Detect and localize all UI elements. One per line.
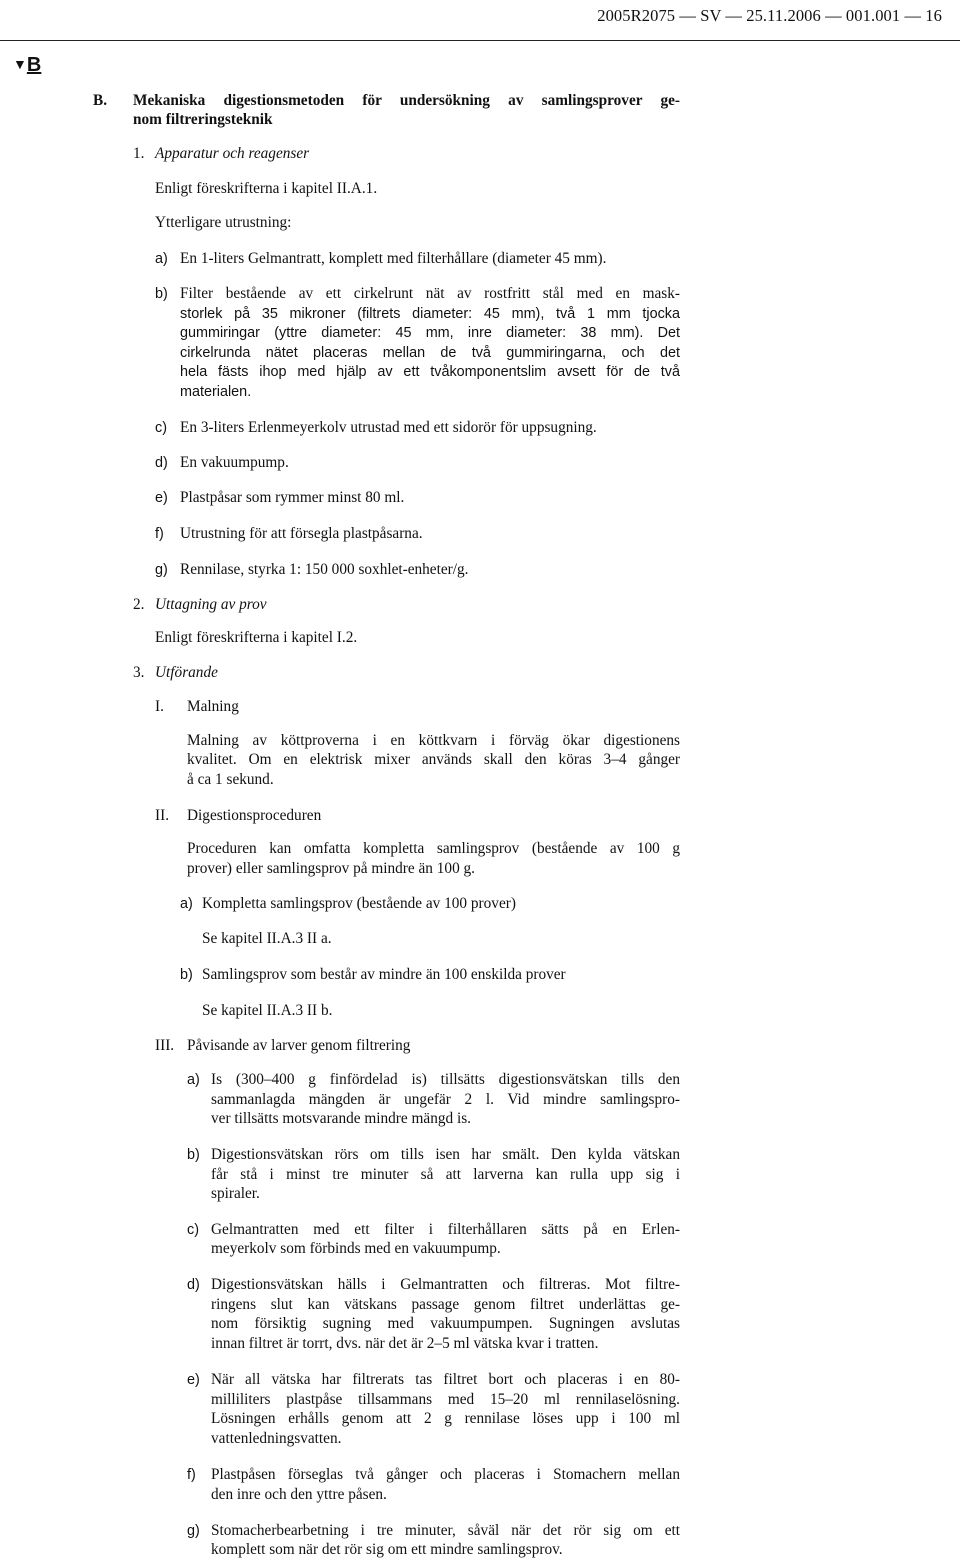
step-c-line-1: Gelmantratten med ett filter i filterhållaren sätts på en Erlen-: [211, 1221, 680, 1238]
step-e-line-1: När all vätska har filtrerats tas filtret bort och placeras i en 80-: [211, 1371, 680, 1388]
section-2-title: Uttagning av prov: [155, 596, 267, 613]
step-b-label: b): [187, 1147, 200, 1163]
item-e-label: e): [155, 490, 168, 506]
step-d-line-1: Digestionsvätskan hälls i Gelmantratten och filtreras. Mot filtre-: [211, 1276, 680, 1293]
step-d-label: d): [187, 1277, 200, 1293]
item-b-line-3: gummiringar (yttre diameter: 45 mm, inre diameter: 38 mm). Det: [180, 325, 680, 341]
step-d-line-3: nom försiktig sugning med vakuumpumpen. Sugningen avslutas: [211, 1315, 680, 1332]
step-a-line-2: sammanlagda mängden är ungefär 2 l. Vid mindre samlingspro-: [211, 1091, 680, 1108]
subsection-II-number: II.: [155, 807, 170, 824]
subsection-II-line-2: prover) eller samlingsprov på mindre än 100 g.: [187, 860, 476, 877]
step-f-label: f): [187, 1467, 196, 1483]
step-a-label: a): [187, 1072, 200, 1088]
page-header: [0, 0, 960, 41]
subsection-III-number: III.: [155, 1037, 175, 1054]
step-g-line-1: Stomacherbearbetning i tre minuter, såväl när det rör sig om ett: [211, 1522, 680, 1539]
subsection-I-line-1: Malning av köttproverna i en köttkvarn i förväg ökar digestionens: [187, 732, 680, 749]
item-d-label: d): [155, 455, 168, 471]
subsection-I-line-3: å ca 1 sekund.: [187, 771, 274, 788]
item-d-text: En vakuumpump.: [180, 454, 289, 471]
marker-label: B: [26, 54, 42, 76]
step-g-line-2: komplett som när det rör sig om ett mindre samlingsprov.: [211, 1541, 563, 1558]
item-a-text: En 1-liters Gelmantratt, komplett med filterhållare (diameter 45 mm).: [180, 250, 607, 267]
subsection-I-line-2: kvalitet. Om en elektrisk mixer används skall den köras 3–4 gånger: [187, 751, 680, 768]
item-c-label: c): [155, 420, 167, 436]
step-d-line-2: ringens slut kan vätskans passage genom filtret underlättas ge-: [211, 1296, 680, 1313]
item-b-line-1: Filter bestående av ett cirkelrunt nät av rostfritt stål med en mask-: [180, 285, 680, 302]
section-2-number: 2.: [133, 596, 145, 613]
step-g-label: g): [187, 1523, 200, 1539]
subsection-II-a-text: Kompletta samlingsprov (bestående av 100 prover): [202, 895, 516, 912]
triangle-down-icon: ▼: [13, 56, 27, 72]
subsection-II-line-1: Proceduren kan omfatta kompletta samlingsprov (bestående av 100 g: [187, 840, 680, 857]
subsection-III-title: Påvisande av larver genom filtrering: [187, 1037, 411, 1054]
section-b-title-line-1: Mekaniska digestionsmetoden för undersökning av samlingsprover ge-: [133, 92, 680, 109]
section-3-number: 3.: [133, 664, 145, 681]
step-a-line-1: Is (300–400 g finfördelad is) tillsätts digestionsvätskan tills den: [211, 1071, 680, 1088]
item-c-text: En 3-liters Erlenmeyerkolv utrustad med ett sidorör för uppsugning.: [180, 419, 597, 436]
item-b-label: b): [155, 286, 168, 302]
step-b-line-1: Digestionsvätskan rörs om tills isen har smält. Den kylda vätskan: [211, 1146, 680, 1163]
item-a-label: a): [155, 251, 168, 267]
section-1-title: Apparatur och reagenser: [155, 145, 310, 162]
subsection-II-a-reference: Se kapitel II.A.3 II a.: [202, 930, 332, 947]
item-f-label: f): [155, 526, 164, 542]
item-f-text: Utrustning för att försegla plastpåsarna.: [180, 525, 423, 542]
item-g-text: Rennilase, styrka 1: 150 000 soxhlet-enheter/g.: [180, 561, 469, 578]
step-a-line-3: ver tillsätts motsvarande mindre mängd is.: [211, 1110, 471, 1127]
item-e-text: Plastpåsar som rymmer minst 80 ml.: [180, 489, 405, 506]
step-e-line-2: milliliters plastpåse tillsammans med 15–20 ml rennilaselösning.: [211, 1391, 680, 1408]
step-e-label: e): [187, 1372, 200, 1388]
subsection-II-b-reference: Se kapitel II.A.3 II b.: [202, 1002, 333, 1019]
step-e-line-4: vattenledningsvatten.: [211, 1430, 342, 1447]
step-d-line-4: innan filtret är torrt, dvs. när det är 2–5 ml vätska kvar i tratten.: [211, 1335, 599, 1352]
subsection-II-b-label: b): [180, 967, 193, 983]
subsection-II-title: Digestionsproceduren: [187, 807, 322, 824]
subsection-II-a-label: a): [180, 896, 193, 912]
section-1-paragraph-2: Ytterligare utrustning:: [155, 214, 292, 231]
subsection-II-b-text: Samlingsprov som består av mindre än 100 enskilda prover: [202, 966, 566, 983]
document-reference: 2005R2075 — SV — 25.11.2006 — 001.001 — 16: [597, 6, 942, 25]
step-b-line-2: får stå i minst tre minuter så att larverna kan rulla upp sig i: [211, 1166, 680, 1183]
step-b-line-3: spiraler.: [211, 1185, 260, 1202]
step-c-label: c): [187, 1222, 199, 1238]
section-1-paragraph-1: Enligt föreskrifterna i kapitel II.A.1.: [155, 180, 378, 197]
item-b-line-6: materialen.: [180, 384, 252, 400]
step-f-line-1: Plastpåsen förseglas två gånger och placeras i Stomachern mellan: [211, 1466, 680, 1483]
amendment-marker: [13, 54, 41, 75]
step-c-line-2: meyerkolv som förbinds med en vakuumpump.: [211, 1240, 501, 1257]
item-b-line-2: storlek på 35 mikroner (filtrets diameter: 45 mm), två 1 mm tjocka: [180, 306, 680, 322]
subsection-I-number: I.: [155, 698, 164, 715]
item-b-line-4: cirkelrunda nätet placeras mellan de två gummiringarna, och det: [180, 345, 680, 361]
section-1-number: 1.: [133, 145, 145, 162]
section-2-paragraph: Enligt föreskrifterna i kapitel I.2.: [155, 629, 358, 646]
step-e-line-3: Lösningen erhålls genom att 2 g rennilase löses upp i 100 ml: [211, 1410, 680, 1427]
item-b-line-5: hela fästs ihop med hjälp av ett tvåkomponentslim avsett för de två: [180, 364, 680, 380]
item-g-label: g): [155, 562, 168, 578]
section-b-label: B.: [93, 92, 108, 109]
section-3-title: Utförande: [155, 664, 218, 681]
section-b-title-line-2: nom filtreringsteknik: [133, 111, 273, 128]
step-f-line-2: den inre och den yttre påsen.: [211, 1486, 387, 1503]
subsection-I-title: Malning: [187, 698, 239, 715]
